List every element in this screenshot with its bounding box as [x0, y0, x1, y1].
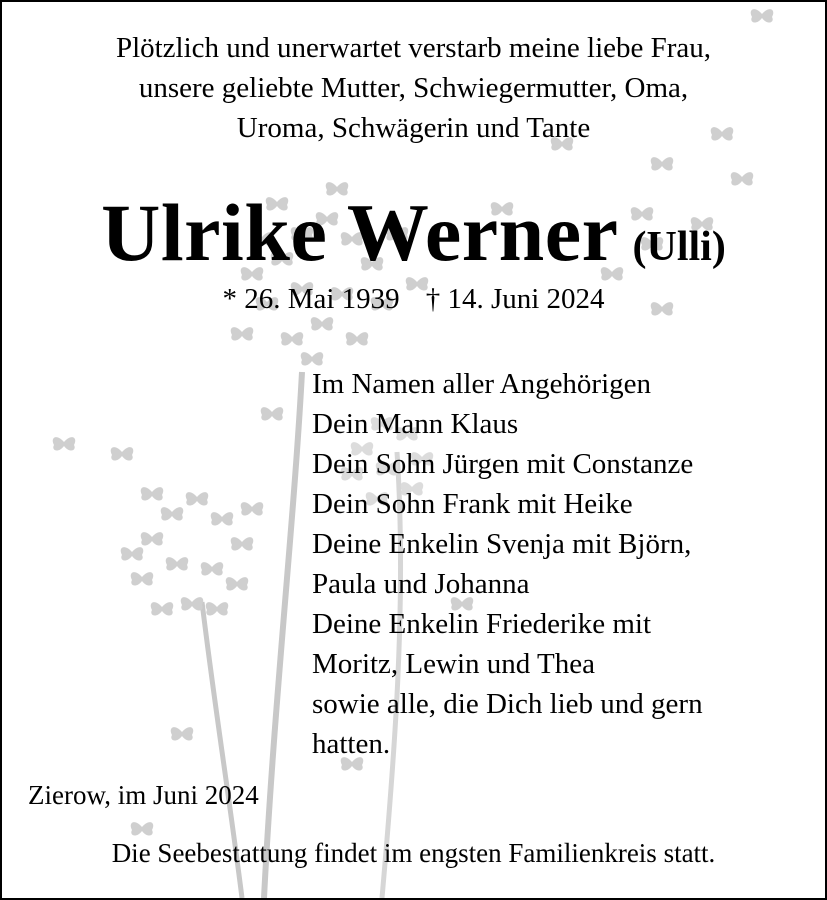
intro-text	[2, 28, 825, 148]
mourner-line: Deine Enkelin Friederike mit	[312, 608, 652, 640]
place-date: Zierow, im Juni 2024	[28, 780, 259, 810]
mourner-line: Im Namen aller Angehörigen	[312, 368, 652, 400]
mourner-line: hatten.	[312, 728, 391, 760]
burial-notice: Die Seebestattung findet im engsten Familienkreis statt.	[111, 838, 716, 868]
deceased-name: Ulrike Werner	[101, 187, 619, 278]
intro-line: Uroma, Schwägerin und Tante	[236, 112, 591, 144]
life-dates	[2, 283, 825, 316]
mourner-line: Deine Enkelin Svenja mit Björn,	[312, 528, 692, 560]
mourner-line: Moritz, Lewin und Thea	[312, 648, 595, 680]
deceased-name-block	[2, 186, 825, 280]
mourner-line: Paula und Johanna	[312, 568, 530, 600]
mourner-line: Dein Sohn Jürgen mit Constanze	[312, 448, 694, 480]
death-date: † 14. Juni 2024	[425, 283, 605, 315]
deceased-nickname: (Ulli)	[632, 224, 726, 270]
intro-line: unsere geliebte Mutter, Schwiegermutter, Oma,	[138, 72, 689, 104]
mourner-line: Dein Sohn Frank mit Heike	[312, 488, 633, 520]
mourner-line: sowie alle, die Dich lieb und gern	[312, 688, 703, 720]
mourners-list	[312, 364, 703, 764]
intro-line: Plötzlich und unerwartet verstarb meine liebe Frau,	[115, 32, 712, 64]
birth-date: * 26. Mai 1939	[222, 283, 400, 315]
mourner-line: Dein Mann Klaus	[312, 408, 519, 440]
